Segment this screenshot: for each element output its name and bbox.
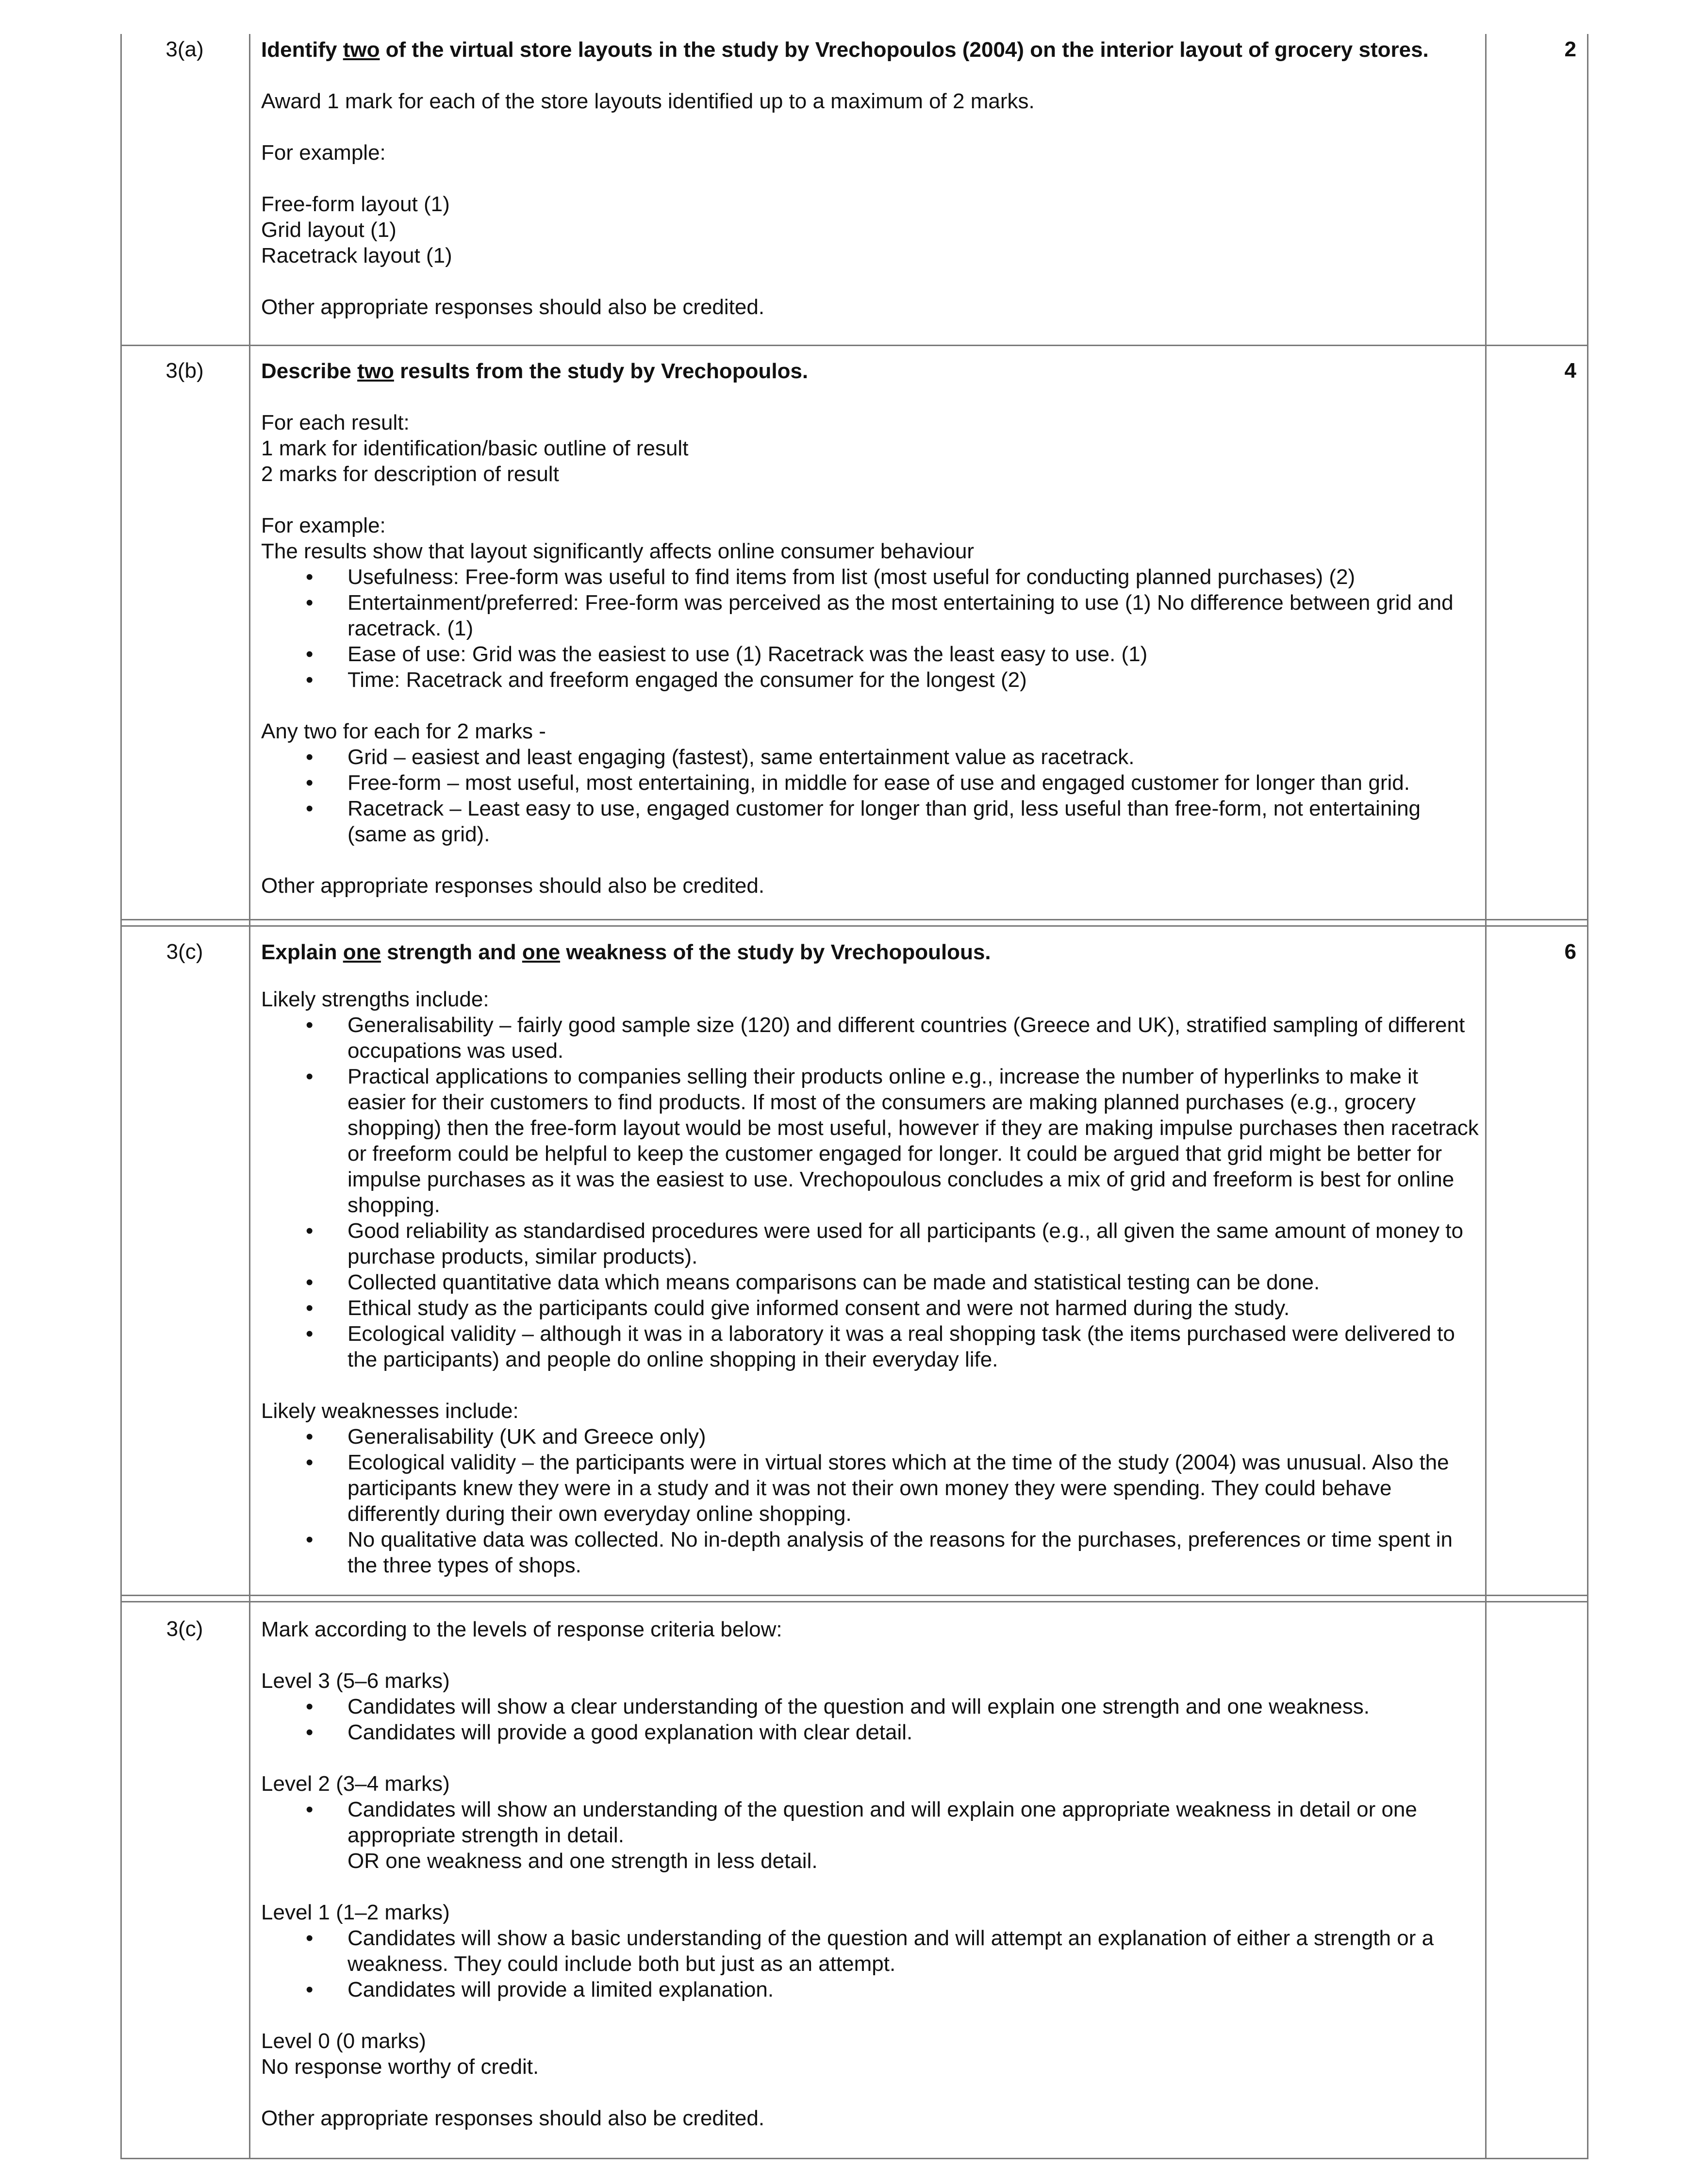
row-divider: [120, 925, 1588, 927]
strengths-list: [261, 1012, 1479, 1372]
row-content: [261, 358, 1479, 899]
list-item: • Ease of use: Grid was the easiest to use (1) Racetrack was the least easy to use. (1): [261, 641, 1479, 667]
level-criteria-list: [261, 1925, 1479, 2002]
list-item: • Generalisability – fairly good sample size (120) and different countries (Greece and UK), stratified sampling of different occupations was used.: [261, 1012, 1479, 1064]
list-item: [261, 1797, 1479, 1874]
question-text-part: of the virtual store layouts in the study by Vrechopoulos (2004) on the interior layout of grocery stores.: [380, 38, 1429, 62]
example-item: Grid layout (1): [261, 218, 397, 242]
list-item: • Grid – easiest and least engaging (fastest), same entertainment value as racetrack.: [261, 744, 1479, 770]
list-item: • Ecological validity – although it was in a laboratory it was a real shopping task (the items purchased were delivered to the participants) and people do online shopping in their everyday life.: [261, 1321, 1479, 1372]
list-item: • Generalisability (UK and Greece only): [261, 1424, 1479, 1450]
weaknesses-heading: Likely weaknesses include:: [261, 1399, 519, 1423]
guidance-line: 1 mark for identification/basic outline of result: [261, 436, 689, 460]
list-item: • Candidates will provide a limited explanation.: [261, 1977, 1479, 2002]
question-text-part: strength and: [380, 940, 522, 964]
award-text: Award 1 mark for each of the store layouts identified up to a maximum of 2 marks.: [261, 89, 1035, 113]
table-border-bottom: [120, 2158, 1588, 2159]
list-item: • Practical applications to companies selling their products online e.g., increase the number of hyperlinks to make it easier for their customers to find products. If most of the consumers are making planned purchases (e.g., grocery shopping) then the free-form layout would be most useful, however if they are making impulse purchases then racetrack or freeform could be helpful to keep the customer engaged for longer. It could be argued that grid might be better for impulse purchases as it was the easiest to use. Vrechopoulous concludes a mix of grid and freeform is best for online shopping.: [261, 1064, 1479, 1218]
level-title: Level 1 (1–2 marks): [261, 1901, 450, 1924]
table-divider-number: [249, 34, 250, 2159]
criterion-alternative: OR one weakness and one strength in less detail.: [347, 1849, 818, 1873]
table-divider-marks: [1485, 34, 1487, 2159]
list-item: • Entertainment/preferred: Free-form was perceived as the most entertaining to use (1) No difference between grid and racetrack. (1): [261, 590, 1479, 641]
level-title: Level 2 (3–4 marks): [261, 1772, 450, 1796]
row-content: [261, 939, 1479, 1578]
level-criteria-list: [261, 1694, 1479, 1745]
example-item: Racetrack layout (1): [261, 244, 452, 267]
table-border-left: [120, 34, 122, 2159]
question-text-part: weakness of the study by Vrechopoulous.: [560, 940, 991, 964]
question-emphasis: one: [343, 940, 381, 964]
layout-summary-list: [261, 744, 1479, 847]
question-text-part: results from the study by Vrechopoulos.: [394, 359, 809, 383]
row-divider: [120, 919, 1588, 920]
criterion-text: Candidates will show an understanding of the question and will explain one appropriate weakness in detail or one appropriate strength in detail.: [347, 1798, 1417, 1847]
example-item: Free-form layout (1): [261, 192, 450, 216]
list-item: • Candidates will provide a good explanation with clear detail.: [261, 1719, 1479, 1745]
list-item: • Ecological validity – the participants were in virtual stores which at the time of the study (2004) was unusual. Also the participants knew they were in a study and it was not their own money they were spending. They could behave differently during their own everyday online shopping.: [261, 1450, 1479, 1527]
row-divider: [120, 1595, 1588, 1596]
question-text: [261, 358, 1479, 384]
question-number: 3(a): [165, 37, 204, 61]
question-marks: 4: [1564, 359, 1576, 383]
list-item: • Free-form – most useful, most entertaining, in middle for ease of use and engaged customer for longer than grid.: [261, 770, 1479, 796]
level-criteria-list: [261, 1797, 1479, 1874]
weaknesses-list: [261, 1424, 1479, 1578]
list-item: • Collected quantitative data which means comparisons can be made and statistical testing can be done.: [261, 1269, 1479, 1295]
level-title: Level 0 (0 marks): [261, 2029, 426, 2053]
question-text-part: Describe: [261, 359, 358, 383]
question-emphasis: one: [522, 940, 561, 964]
list-item: • Usefulness: Free-form was useful to find items from list (most useful for conducting planned purchases) (2): [261, 564, 1479, 590]
level-title: Level 3 (5–6 marks): [261, 1669, 450, 1693]
list-item: • Racetrack – Least easy to use, engaged customer for longer than grid, less useful than free-form, not entertaining (same as grid).: [261, 796, 1479, 847]
row-content: [261, 1617, 1479, 2131]
question-number: 3(c): [166, 1617, 203, 1641]
guidance-line: For each result:: [261, 411, 410, 434]
question-text: [261, 37, 1479, 63]
strengths-heading: Likely strengths include:: [261, 987, 489, 1011]
table-border-right: [1587, 34, 1588, 2159]
other-responses-note: Other appropriate responses should also be credited.: [261, 874, 765, 898]
question-number: 3(b): [165, 359, 204, 383]
list-item: • Time: Racetrack and freeform engaged the consumer for the longest (2): [261, 667, 1479, 693]
question-number: 3(c): [166, 940, 203, 964]
question-text-part: Explain: [261, 940, 343, 964]
results-list: [261, 564, 1479, 693]
levels-intro: Mark according to the levels of response criteria below:: [261, 1617, 782, 1641]
other-responses-note: Other appropriate responses should also be credited.: [261, 295, 765, 319]
list-item: • No qualitative data was collected. No in-depth analysis of the reasons for the purchases, preferences or time spent in the three types of shops.: [261, 1527, 1479, 1578]
other-responses-note: Other appropriate responses should also be credited.: [261, 2106, 765, 2130]
guidance-line: 2 marks for description of result: [261, 462, 559, 486]
level-description: No response worthy of credit.: [261, 2055, 539, 2079]
any-two-label: Any two for each for 2 marks -: [261, 719, 546, 743]
question-marks: 2: [1564, 37, 1576, 61]
row-content: [261, 37, 1479, 320]
question-text-part: Identify: [261, 38, 343, 62]
list-item: • Candidates will show a basic understanding of the question and will attempt an explanation of either a strength or a weakness. They could include both but just as an attempt.: [261, 1925, 1479, 1977]
list-item: • Ethical study as the participants could give informed consent and were not harmed during the study.: [261, 1295, 1479, 1321]
list-item: • Good reliability as standardised procedures were used for all participants (e.g., all given the same amount of money to purchase products, similar products).: [261, 1218, 1479, 1269]
question-emphasis: two: [357, 359, 394, 383]
for-example-label: For example:: [261, 141, 386, 165]
question-emphasis: two: [343, 38, 380, 62]
list-item: • Candidates will show a clear understanding of the question and will explain one strength and one weakness.: [261, 1694, 1479, 1719]
for-example-label: For example:: [261, 514, 386, 537]
question-marks: 6: [1564, 940, 1576, 964]
results-intro: The results show that layout significantly affects online consumer behaviour: [261, 539, 975, 563]
row-divider: [120, 345, 1588, 346]
row-divider: [120, 1601, 1588, 1602]
question-text: [261, 939, 1479, 965]
